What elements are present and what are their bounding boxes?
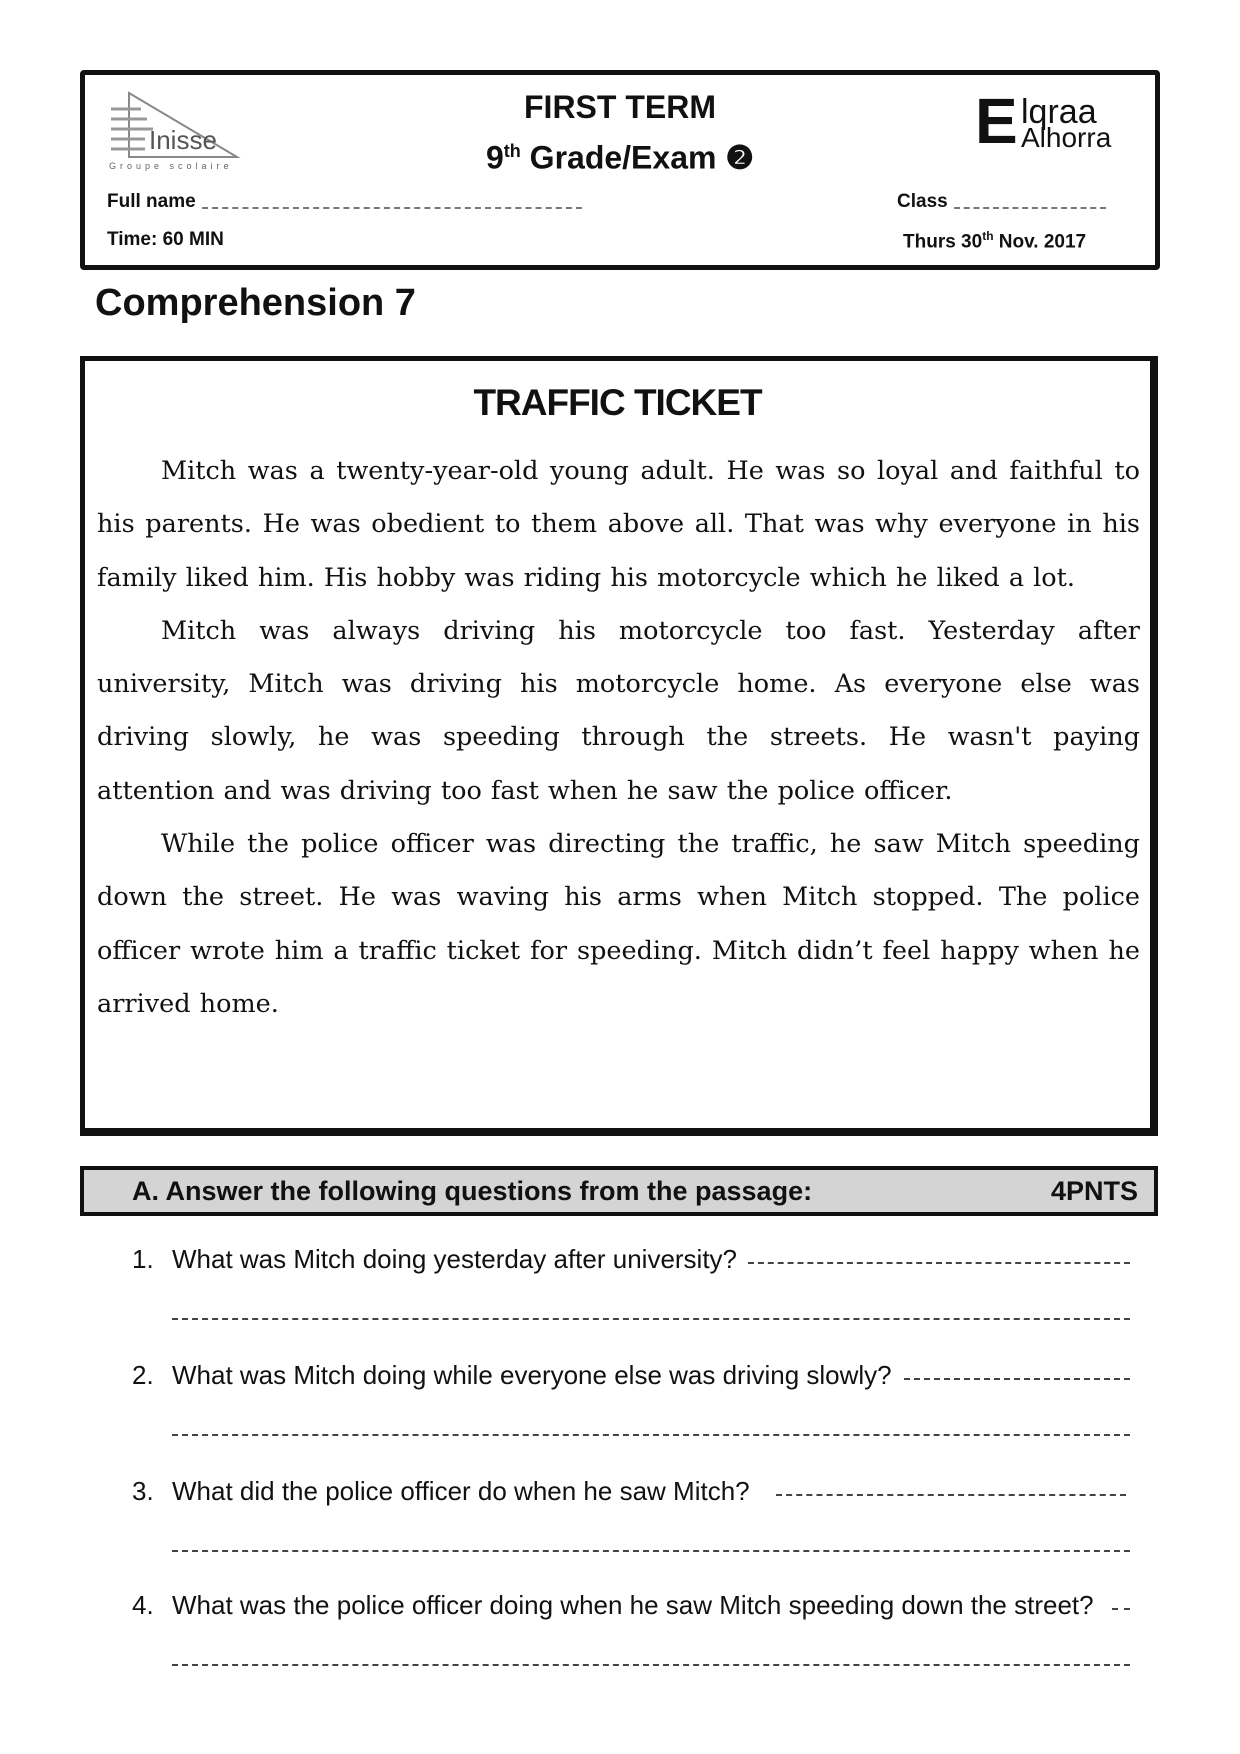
term-title: FIRST TERM: [524, 89, 716, 125]
question-number: 2.: [132, 1360, 154, 1390]
date-post: Nov. 2017: [993, 231, 1087, 253]
passage-body: [97, 445, 1140, 1031]
logo-word: Inisse: [149, 125, 217, 155]
question-text: What was Mitch doing yesterday after university?: [172, 1244, 738, 1274]
class-row: [897, 191, 1106, 213]
grade-rest: Grade/Exam ❷: [529, 139, 755, 176]
answer-line[interactable]: [172, 1434, 1130, 1436]
question-number: 1.: [132, 1244, 154, 1274]
section-a-header: [80, 1166, 1158, 1216]
logo-sub: Groupe scolaire: [109, 161, 233, 171]
class-blank[interactable]: [954, 195, 1106, 209]
brand-line2: Alhorra: [1021, 122, 1112, 153]
fullname-blank[interactable]: [202, 195, 582, 209]
question-number: 4.: [132, 1590, 154, 1620]
answer-line[interactable]: [1112, 1608, 1130, 1610]
question-item: [132, 1244, 737, 1275]
answer-line[interactable]: [904, 1378, 1130, 1380]
question-text: What was the police officer doing when he saw Mitch speeding down the street?: [172, 1590, 1094, 1620]
class-label: Class: [897, 191, 948, 212]
section-a-points: 4PNTS: [1050, 1176, 1138, 1206]
fullname-row: [107, 191, 582, 213]
passage-title: TRAFFIC TICKET: [473, 382, 762, 423]
grade-sup: th: [503, 141, 521, 161]
fullname-label: Full name: [107, 191, 196, 212]
exam-header: [80, 70, 1160, 270]
question-text: What was Mitch doing while everyone else was driving slowly?: [172, 1360, 892, 1390]
passage-paragraph: Mitch was a twenty-year-old young adult. He was so loyal and faithful to his parents. He was obedient to them above all. That was why everyone in his family liked him. His hobby was riding his motorcycle which he liked a lot.: [97, 456, 1140, 593]
date-pre: Thurs 30: [903, 231, 983, 253]
exam-date: [903, 229, 1086, 253]
answer-line[interactable]: [748, 1262, 1130, 1264]
question-item: [132, 1590, 1094, 1621]
question-text: What did the police officer do when he saw Mitch?: [172, 1476, 750, 1506]
passage-paragraph: Mitch was always driving his motorcycle too fast. Yesterday after university, Mitch was driving his motorcycle home. As everyone else was driving slowly, he was speeding through the streets. He wasn't paying attention and was driving too fast when he saw the police officer.: [97, 615, 1140, 806]
passage-paragraph: While the police officer was directing the traffic, he saw Mitch speeding down the street. He was waving his arms when Mitch stopped. The police officer wrote him a traffic ticket for speeding. Mitch didn’t feel happy when he arrived home.: [97, 829, 1140, 1019]
brand-logo: [975, 85, 1135, 157]
section-a-label: A. Answer the following questions from the passage:: [132, 1176, 813, 1206]
grade-num: 9: [485, 139, 504, 176]
answer-line[interactable]: [172, 1550, 1130, 1552]
answer-line[interactable]: [172, 1318, 1130, 1320]
comprehension-title: Comprehension 7: [95, 282, 416, 324]
question-number: 3.: [132, 1476, 154, 1506]
answer-line[interactable]: [776, 1494, 1126, 1496]
reading-passage: [80, 356, 1158, 1136]
brand-letter: E: [975, 85, 1018, 157]
question-item: [132, 1476, 750, 1507]
time-label: Time: 60 MIN: [107, 229, 224, 250]
brand-line1: lqraa: [1021, 93, 1097, 131]
question-item: [132, 1360, 892, 1391]
answer-line[interactable]: [172, 1664, 1130, 1666]
date-sup: th: [982, 229, 994, 243]
